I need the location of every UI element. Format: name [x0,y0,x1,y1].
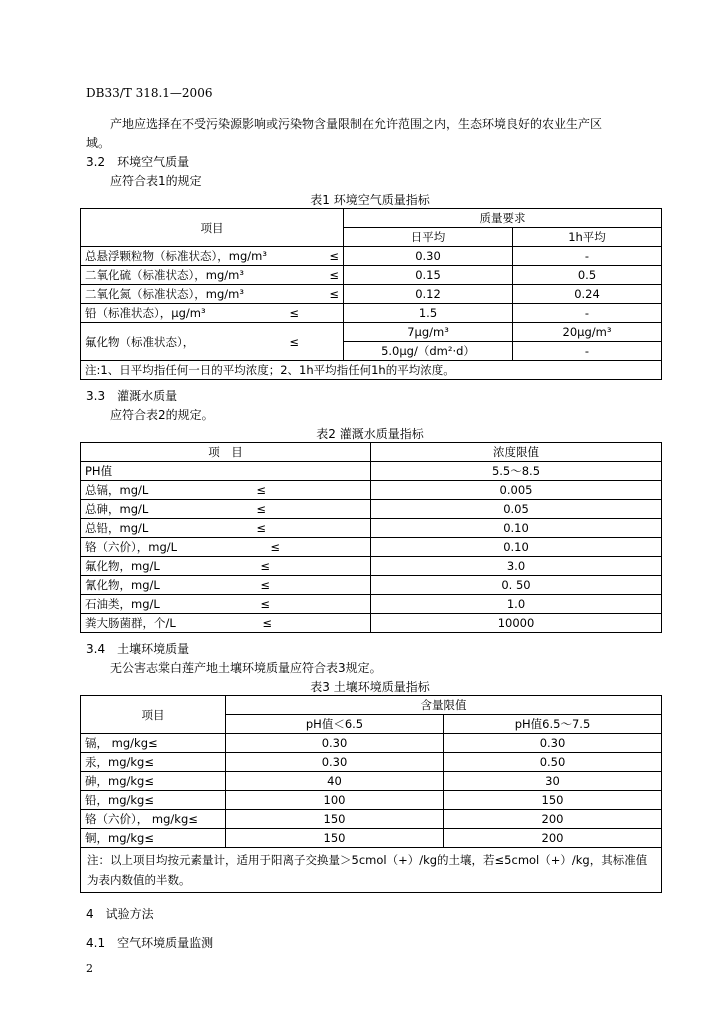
cell-value: 5.5～8.5 [371,462,662,481]
section-3-3-text: 应符合表2的规定。 [110,408,214,422]
cell-item: 氰化物，mg/L [85,578,160,592]
table-row [81,481,662,500]
cell-daily: 0.12 [344,285,513,304]
cell-item: 铅，mg/kg≤ [81,791,226,810]
cell-value-b: 0.30 [444,734,662,753]
cell-value: 1.0 [371,595,662,614]
section-4-heading: 4 试验方法 [86,907,154,921]
intro-line-1: 产地应选择在不受污染源影响或污染物含量限制在允许范围之内，生态环境良好的农业生产区 [110,117,603,131]
cell-value-b: 30 [444,772,662,791]
cell-value: 10000 [371,614,662,633]
table-row [81,323,662,342]
cell-daily: 0.30 [344,247,513,266]
table-row [81,266,662,285]
cell-value-a: 0.30 [226,734,444,753]
table-row [81,247,662,266]
cell-symbol: ≤ [329,287,339,301]
cell-value: 0.05 [371,500,662,519]
section-3-4-text: 无公害志棠白莲产地土壤环境质量应符合表3规定。 [110,661,382,675]
cell-item: 总镉，mg/L [85,483,149,497]
table3-header-ph-mid: pH值6.5～7.5 [444,715,662,734]
cell-value-b: 200 [444,829,662,848]
cell-item: 铅（标准状态），μg/m³ [85,306,206,320]
cell-value-a: 150 [226,810,444,829]
cell-item: 石油类，mg/L [85,597,160,611]
cell-value-a: 0.30 [226,753,444,772]
cell-value-a: 100 [226,791,444,810]
table-row [81,576,662,595]
cell-value-b: 200 [444,810,662,829]
table-row [81,734,662,753]
table1-header-group: 质量要求 [344,209,662,228]
table-row [81,791,662,810]
table-row [81,772,662,791]
cell-hourly: - [513,304,662,323]
cell-symbol: ≤ [289,306,299,320]
cell-value-b: 150 [444,791,662,810]
cell-item: PH值 [85,464,113,478]
cell-symbol: ≤ [262,616,272,630]
table2-header-item: 项 目 [81,443,371,462]
intro-line-2: 域。 [86,136,111,150]
cell-item: 镉， mg/kg≤ [81,734,226,753]
document-code: DB33/T 318.1—2006 [86,86,213,100]
table2-header-limit: 浓度限值 [371,443,662,462]
table-row [81,519,662,538]
table-row [81,829,662,848]
cell-daily: 0.15 [344,266,513,285]
section-3-2-heading: 3.2 环境空气质量 [86,155,190,169]
cell-symbol: ≤ [256,502,266,516]
cell-value: 0.10 [371,538,662,557]
section-3-2-text: 应符合表1的规定 [110,174,202,188]
page-number: 2 [86,962,93,975]
table1-header-hourly: 1h平均 [513,228,662,247]
cell-item: 氟化物，mg/L [85,559,160,573]
cell-hourly: - [513,247,662,266]
cell-symbol: ≤ [329,268,339,282]
table3-header-item: 项目 [81,696,226,734]
cell-daily: 7μg/m³ [344,323,513,342]
table-row [81,595,662,614]
cell-hourly: 20μg/m³ [513,323,662,342]
cell-symbol: ≤ [270,540,280,554]
cell-hourly: 0.5 [513,266,662,285]
cell-value: 0. 50 [371,576,662,595]
section-3-3-heading: 3.3 灌溉水质量 [86,389,178,403]
cell-symbol: ≤ [289,334,299,349]
cell-symbol: ≤ [260,578,270,592]
cell-hourly: 0.24 [513,285,662,304]
cell-item: 总砷，mg/L [85,502,149,516]
cell-value-a: 40 [226,772,444,791]
table3-header-ph-low: pH值＜6.5 [226,715,444,734]
section-3-4-heading: 3.4 土壤环境质量 [86,642,190,656]
cell-item: 铜，mg/kg≤ [81,829,226,848]
table-row [81,810,662,829]
cell-item: 汞，mg/kg≤ [81,753,226,772]
table-row [81,285,662,304]
cell-item: 铬（六价）， mg/kg≤ [81,810,226,829]
table3-note: 注：以上项目均按元素量计，适用于阳离子交换量＞5cmol（+）/kg的土壤，若≤5cmol（+）/kg，其标准值为表内数值的半数。 [81,848,662,893]
cell-item: 氟化物（标准状态）， [85,334,195,349]
cell-item: 粪大肠菌群，个/L [85,616,176,630]
table-row [81,614,662,633]
cell-item: 砷，mg/kg≤ [81,772,226,791]
cell-value-a: 150 [226,829,444,848]
cell-symbol: ≤ [260,559,270,573]
table3-header-group: 含量限值 [226,696,662,715]
table1-caption: 表1 环境空气质量指标 [310,193,430,207]
cell-item: 二氧化氮（标准状态），mg/m³ [85,287,244,301]
cell-value: 0.005 [371,481,662,500]
cell-value: 3.0 [371,557,662,576]
table-row [81,753,662,772]
table1 [80,208,662,380]
cell-item: 总铅，mg/L [85,521,149,535]
table-row [81,538,662,557]
table2-caption: 表2 灌溉水质量指标 [316,427,424,441]
cell-symbol: ≤ [260,597,270,611]
cell-daily: 5.0μg/（dm²·d） [344,342,513,361]
table3 [80,695,662,893]
cell-value: 0.10 [371,519,662,538]
table3-caption: 表3 土壤环境质量指标 [310,680,430,694]
table-row [81,462,662,481]
cell-symbol: ≤ [256,483,266,497]
table1-header-daily: 日平均 [344,228,513,247]
table2 [80,442,662,633]
cell-symbol: ≤ [329,249,339,263]
section-4-1-heading: 4.1 空气环境质量监测 [86,936,214,950]
table-row [81,500,662,519]
table1-header-item: 项目 [81,209,344,247]
table-row [81,304,662,323]
cell-item: 二氧化硫（标准状态），mg/m³ [85,268,244,282]
cell-symbol: ≤ [256,521,266,535]
cell-daily: 1.5 [344,304,513,323]
cell-hourly: - [513,342,662,361]
cell-value-b: 0.50 [444,753,662,772]
table1-note: 注:1、日平均指任何一日的平均浓度；2、1h平均指任何1h的平均浓度。 [81,361,662,380]
cell-item: 铬（六价），mg/L [85,540,178,554]
table-row [81,557,662,576]
cell-item: 总悬浮颗粒物（标准状态），mg/m³ [85,249,267,263]
